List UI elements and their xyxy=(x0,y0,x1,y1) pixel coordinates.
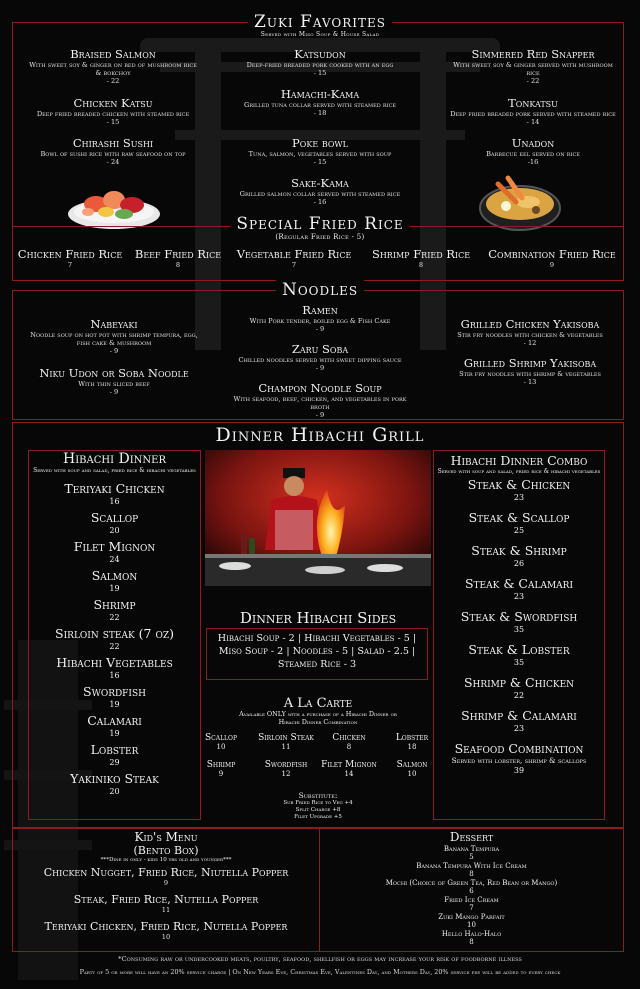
kids-item-chicken-nugget: Chicken Nugget, Fried Rice, Niutella Popper 9 xyxy=(43,866,289,887)
combo-item-steak-scallop: Steak & Scallop 25 xyxy=(468,510,570,535)
hibachi-combo-title: Hibachi Dinner Combo xyxy=(450,453,588,468)
dessert-item-hello-halo-halo: Hello Halo-Halo 8 xyxy=(441,930,502,946)
hibachi-item-salmon: Salmon 19 xyxy=(91,568,138,593)
combo-item-shrimp-calamari: Shrimp & Calamari 23 xyxy=(461,708,577,733)
hibachi-item-swordfish: Swordfish 19 xyxy=(83,684,146,709)
dessert-title: Dessert xyxy=(449,830,494,844)
hibachi-item-yakiniko-steak: Yakiniko Steak 20 xyxy=(70,771,159,796)
menu-item-zaru-soba: Zaru Soba Chilled noodles served with sweet dipping sauce - 9 xyxy=(238,342,402,372)
alc-item-sirloin-steak: Sirloin Steak 11 xyxy=(258,733,314,751)
alc-item-shrimp: Shrimp 9 xyxy=(206,760,236,778)
kids-menu-content xyxy=(14,830,318,941)
hibachi-combo-list xyxy=(435,453,603,779)
menu-item-combination-fried-rice: Combination Fried Rice 9 xyxy=(488,247,616,269)
menu-item-champon-noodle-soup: Champon Noodle Soup With seafood, beef, chicken, and vegetables in pork broth - 9 xyxy=(233,381,407,419)
favorites-title: Zuki Favorites xyxy=(0,12,640,32)
hibachi-item-shrimp: Shrimp 22 xyxy=(93,597,136,622)
combo-item-steak-lobster: Steak & Lobster 35 xyxy=(468,642,570,667)
menu-item-niku-udon: Niku Udon or Soba Noodle With thin sliced beef - 9 xyxy=(39,366,189,396)
alc-item-salmon: Salmon 10 xyxy=(396,760,428,778)
dessert-item-banana-tempura: Banana Tempura 5 xyxy=(443,845,500,861)
dessert-item-banana-tempura-ice-cream: Banana Tempura With Ice Cream 8 xyxy=(416,862,527,878)
dessert-item-mochi: Mochi (Choice of Green Tea, Red Bean or Mango) 6 xyxy=(385,879,558,895)
kids-item-teriyaki-chicken: Teriyaki Chicken, Fried Rice, Nutella Popper 10 xyxy=(44,920,288,941)
menu-item-katsudon: Katsudon Deep-fried breaded pork cooked with an egg - 15 xyxy=(246,47,394,77)
menu-item-tonkatsu: Tonkatsu Deep fried breaded pork served with steamed rice - 14 xyxy=(450,96,616,126)
combo-item-seafood-combination: Seafood Combination Served with lobster, shrimp & scallops 39 xyxy=(451,741,587,775)
noodles-title: Noodles xyxy=(0,280,640,300)
menu-item-ramen: Ramen With Pork tender, boiled egg & Fish Cake - 9 xyxy=(249,303,391,333)
menu-item-chicken-katsu: Chicken Katsu Deep fried breaded chicken with steamed rice - 15 xyxy=(36,96,190,126)
dessert-item-zuki-mango-parfait: Zuki Mango Parfait 10 xyxy=(438,913,505,929)
alc-item-scallop: Scallop 10 xyxy=(204,733,237,751)
alc-item-filet-mignon: Filet Mignon 14 xyxy=(321,760,377,778)
combo-item-steak-swordfish: Steak & Swordfish 35 xyxy=(460,609,578,634)
combo-item-steak-shrimp: Steak & Shrimp 26 xyxy=(471,543,567,568)
alc-item-lobster: Lobster 18 xyxy=(395,733,429,751)
hibachi-sides-list: Hibachi Soup - 2 | Hibachi Vegetables - 5 | Miso Soup - 2 | Noodles - 5 | Salad - 2.5 | Steamed Rice - 3 xyxy=(217,633,417,670)
combo-item-steak-calamari: Steak & Calamari 23 xyxy=(464,576,574,601)
substitute-note: Substitute: Sub Fried Rice to Veg +4 Split Charge +8 Filet Upgrade +5 xyxy=(283,791,353,820)
menu-item-grilled-shrimp-yakisoba: Grilled Shrimp Yakisoba Stir fry noodles with shrimp & vegetables - 13 xyxy=(459,356,601,386)
alc-item-swordfish: Swordfish 12 xyxy=(264,760,308,778)
foodborne-warning: *Consuming raw or undercooked meats, poultry, seafood, shellfish or eggs may increase your risk of foodborne illness xyxy=(118,955,522,963)
hibachi-item-lobster: Lobster 29 xyxy=(90,742,139,767)
hibachi-dinner-subtitle: Served with soup and salad, fried rice & hibachi vegetables xyxy=(33,467,196,474)
hibachi-dinner-list xyxy=(30,451,199,800)
service-charge-policy: Party of 5 or more will have an 20% service charge | On New Years Eve, Christmas Eve, Valentines Day, and Mothers Day, 20% service fee will be added to every check xyxy=(79,968,561,976)
alc-item-chicken: Chicken 8 xyxy=(332,733,366,751)
hibachi-chef-photo xyxy=(205,450,431,586)
fried-rice-title: Special Fried Rice xyxy=(0,214,640,234)
kids-item-steak: Steak, Fried Rice, Nutella Popper 11 xyxy=(73,893,259,914)
menu-item-grilled-chicken-yakisoba: Grilled Chicken Yakisoba Stir fry noodles with chicken & vegetables - 12 xyxy=(457,317,603,347)
menu-item-chirashi-sushi: Chirashi Sushi Bowl of sushi rice with raw seafood on top - 24 xyxy=(40,136,186,166)
menu-item-sake-kama: Sake-Kama Grilled salmon collar served with steamed rice - 16 xyxy=(239,176,401,206)
hibachi-dinner-title: Hibachi Dinner xyxy=(62,451,166,467)
hibachi-item-calamari: Calamari 19 xyxy=(87,713,142,738)
menu-item-poke-bowl: Poke bowl Tuna, salmon, vegetables served with soup - 15 xyxy=(248,136,392,166)
kids-menu-note: ***Dine in only - kids 10 yrs old and younger*** xyxy=(100,857,232,863)
kids-menu-subtitle: (Bento Box) xyxy=(133,844,199,857)
menu-item-hamachi-kama: Hamachi-Kama Grilled tuna collar served with steamed rice - 18 xyxy=(243,87,397,117)
hibachi-item-sirloin-steak: Sirloin steak (7 oz) 22 xyxy=(55,626,174,651)
dessert-content xyxy=(321,830,622,947)
menu-item-nabeyaki: Nabeyaki Noodle soup on hot pot with shrimp tempura, egg, fish cake & mushroom - 9 xyxy=(30,317,198,355)
hibachi-sides-title: Dinner Hibachi Sides xyxy=(239,609,397,627)
menu-item-vegetable-fried-rice: Vegetable Fried Rice 7 xyxy=(236,247,352,269)
menu-item-beef-fried-rice: Beef Fried Rice 8 xyxy=(134,247,222,269)
kids-menu-title: Kid's Menu xyxy=(134,830,198,844)
hibachi-item-teriyaki-chicken: Teriyaki Chicken 16 xyxy=(64,481,165,506)
fried-rice-subtitle: (Regular Fried Rice - 5) xyxy=(275,233,365,241)
hibachi-item-scallop: Scallop 20 xyxy=(90,510,139,535)
menu-item-braised-salmon: Braised Salmon With sweet soy & ginger on bed of mushroom rice & bokchoy - 22 xyxy=(29,47,197,85)
hibachi-combo-subtitle: Served with soup and salad, fried rice & hibachi vegetables xyxy=(437,468,601,475)
menu-item-simmered-red-snapper: Simmered Red Snapper With sweet soy & ginger served with mushroom rice - 22 xyxy=(453,47,613,85)
menu-item-unadon: Unadon Barbecue eel served on rice -16 xyxy=(486,136,580,166)
dessert-item-fried-ice-cream: Fried Ice Cream 7 xyxy=(444,896,499,912)
hibachi-item-hibachi-vegetables: Hibachi Vegetables 16 xyxy=(56,655,173,680)
hibachi-item-filet-mignon: Filet Mignon 24 xyxy=(73,539,156,564)
favorites-subtitle: Served with Miso Soup & House Salad xyxy=(260,31,380,38)
menu-item-chicken-fried-rice: Chicken Fried Rice 7 xyxy=(17,247,123,269)
combo-item-steak-chicken: Steak & Chicken 23 xyxy=(467,477,571,502)
combo-item-shrimp-chicken: Shrimp & Chicken 22 xyxy=(463,675,575,700)
hibachi-grill-title: Dinner Hibachi Grill xyxy=(215,424,425,446)
menu-item-shrimp-fried-rice: Shrimp Fried Rice 8 xyxy=(371,247,471,269)
hibachi-chef-flame-icon xyxy=(205,450,431,586)
a-la-carte-subtitle: Available ONLY with a purchase of a Hibachi Dinner or Hibachi Dinner Combination xyxy=(239,710,397,726)
a-la-carte-title: A La Carte xyxy=(283,696,353,711)
